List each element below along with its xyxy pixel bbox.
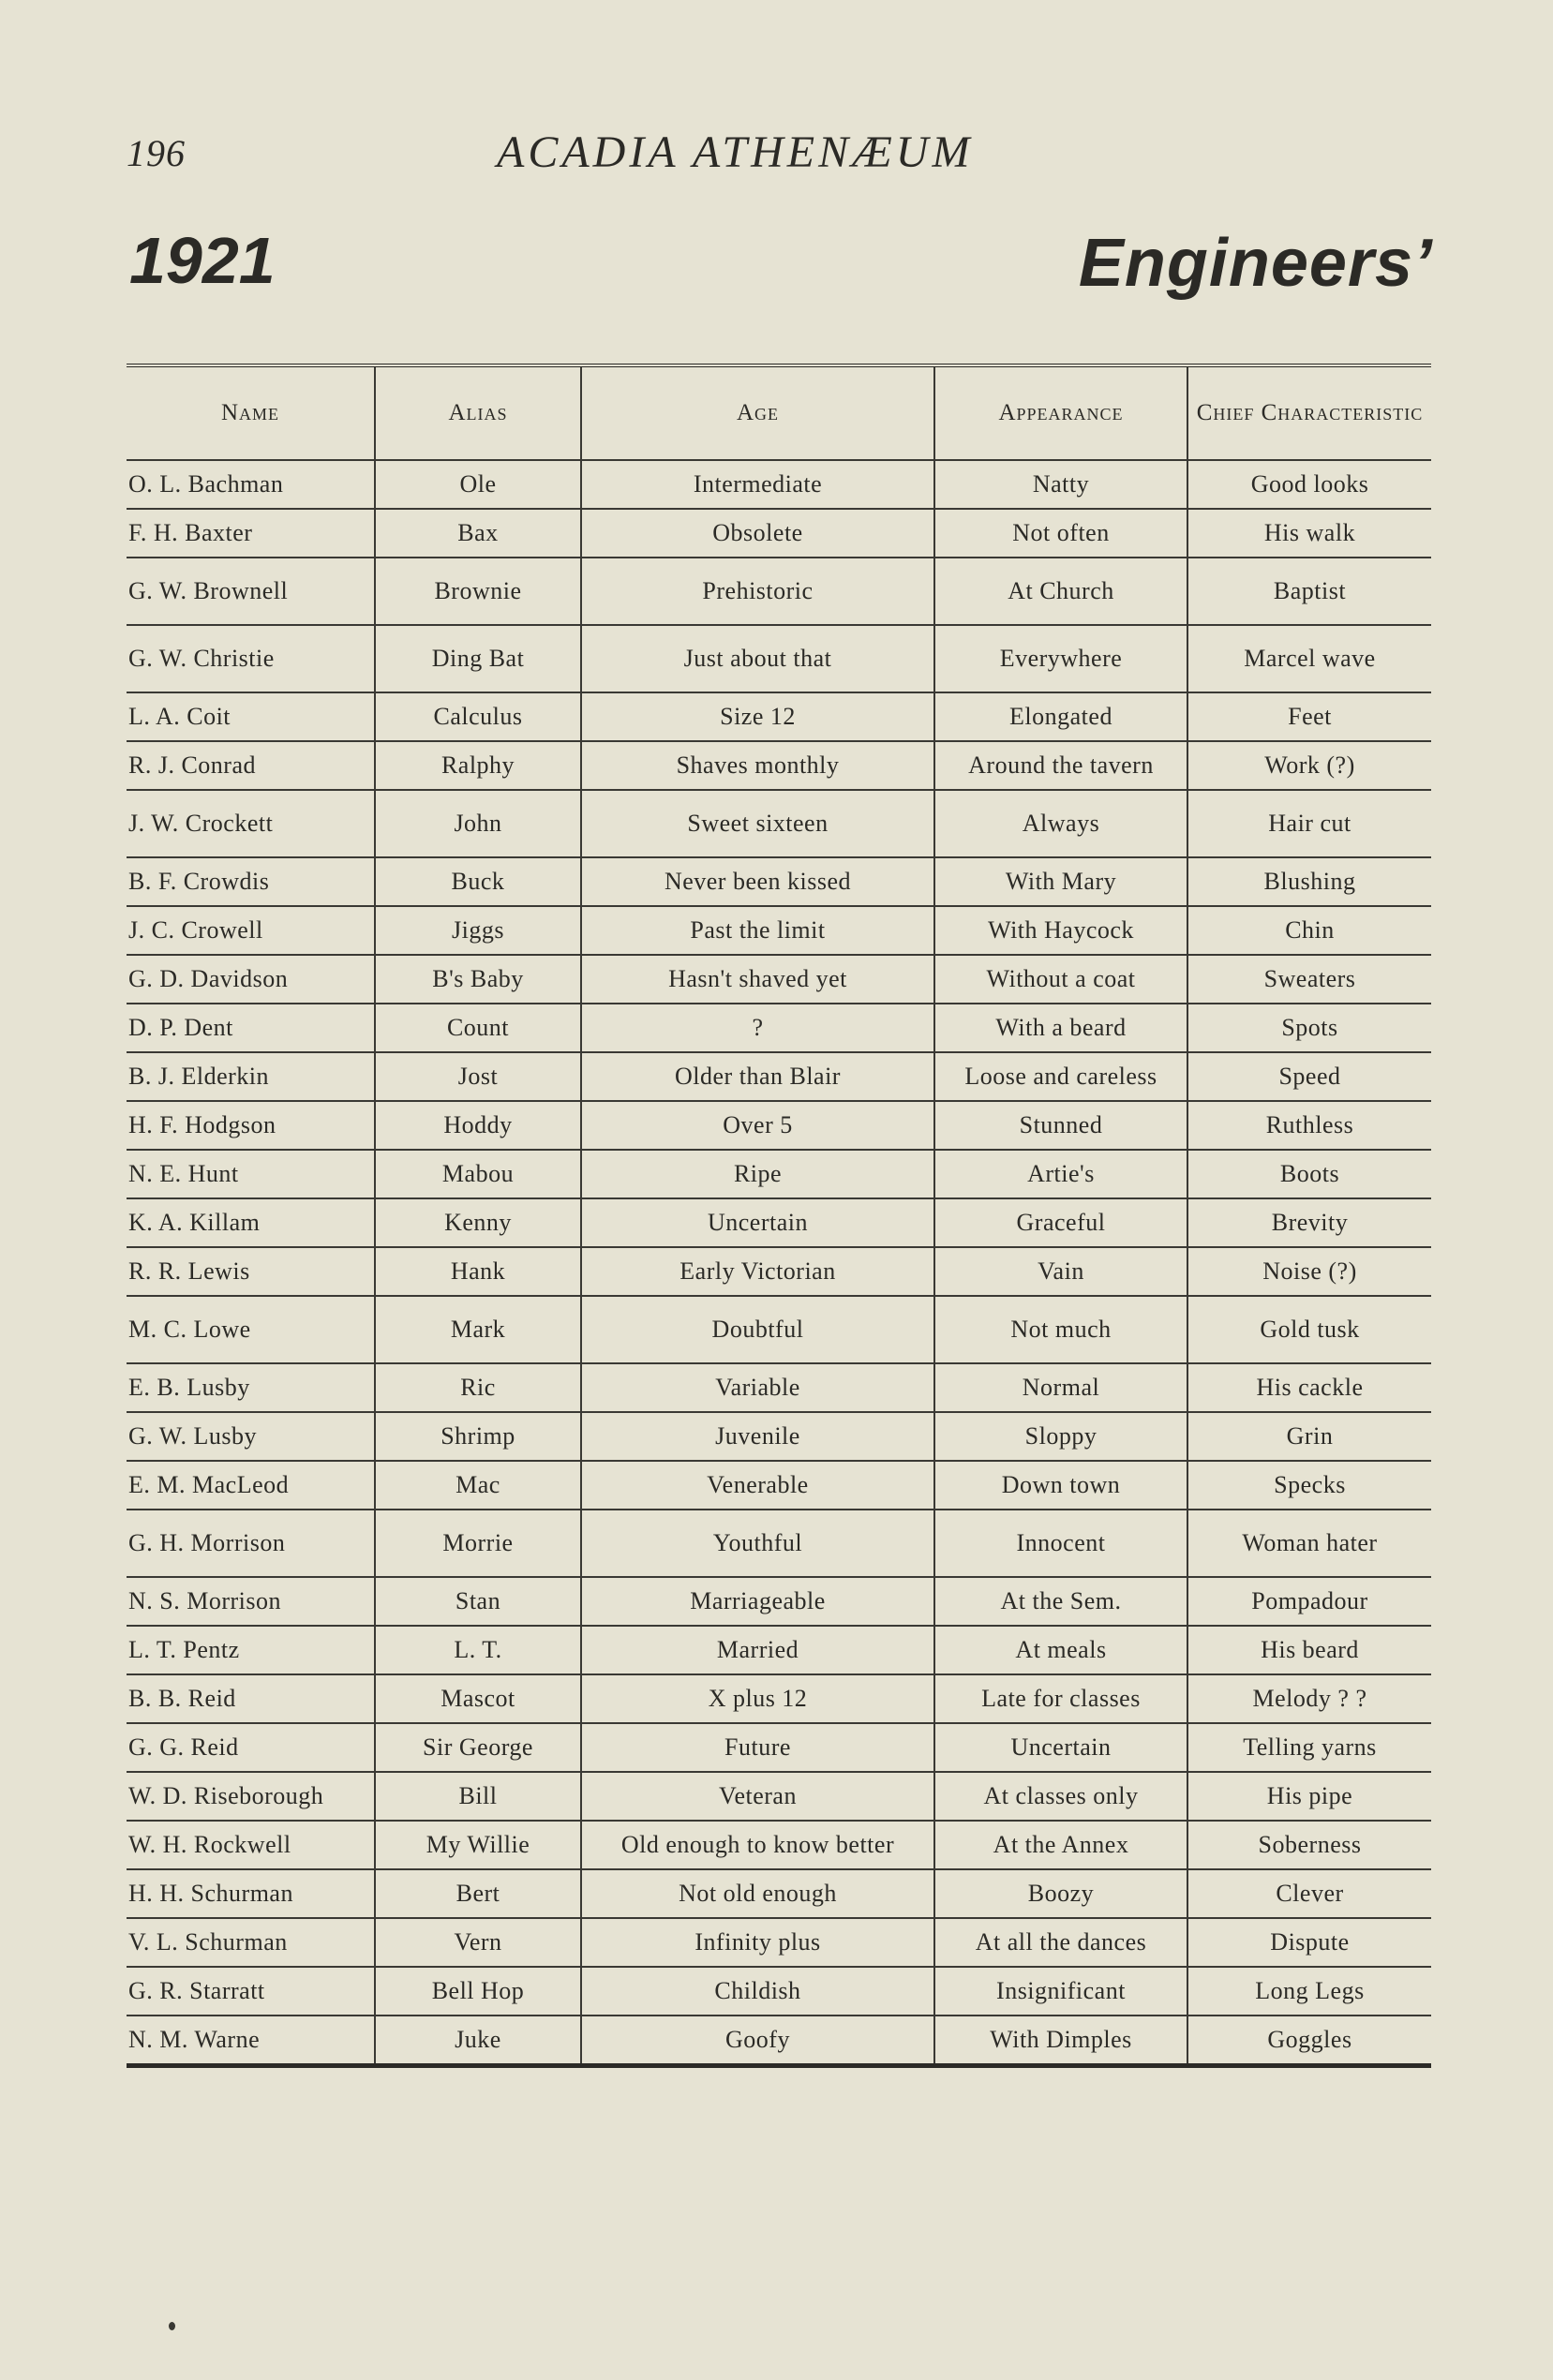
cell-age: Goofy (581, 2016, 934, 2066)
cell-alias: Bell Hop (375, 1967, 581, 2016)
cell-alias: Ralphy (375, 741, 581, 790)
table-row (127, 1674, 1431, 1723)
cell-alias: Bert (375, 1869, 581, 1918)
cell-chief-characteristic: Gold tusk (1187, 1296, 1431, 1363)
cell-appearance: Late for classes (934, 1674, 1187, 1723)
cell-appearance: Boozy (934, 1869, 1187, 1918)
cell-age: Youthful (581, 1510, 934, 1577)
cell-alias: My Willie (375, 1821, 581, 1869)
cell-name: B. B. Reid (127, 1674, 375, 1723)
cell-chief-characteristic: Long Legs (1187, 1967, 1431, 2016)
cell-alias: L. T. (375, 1626, 581, 1674)
table-row (127, 460, 1431, 509)
cell-name: V. L. Schurman (127, 1918, 375, 1967)
cell-alias: Buck (375, 857, 581, 906)
cell-name: W. D. Riseborough (127, 1772, 375, 1821)
cell-chief-characteristic: His beard (1187, 1626, 1431, 1674)
cell-name: G. R. Starratt (127, 1967, 375, 2016)
cell-appearance: Not much (934, 1296, 1187, 1363)
table-row (127, 1869, 1431, 1918)
cell-chief-characteristic: Baptist (1187, 558, 1431, 625)
cell-chief-characteristic: Feet (1187, 692, 1431, 741)
cell-alias: Calculus (375, 692, 581, 741)
cell-appearance: Around the tavern (934, 741, 1187, 790)
cell-name: R. J. Conrad (127, 741, 375, 790)
cell-appearance: Insignificant (934, 1967, 1187, 2016)
cell-name: B. J. Elderkin (127, 1052, 375, 1101)
cell-name: B. F. Crowdis (127, 857, 375, 906)
cell-alias: Ding Bat (375, 625, 581, 692)
cell-name: E. M. MacLeod (127, 1461, 375, 1510)
cell-chief-characteristic: Clever (1187, 1869, 1431, 1918)
cell-name: E. B. Lusby (127, 1363, 375, 1412)
column-header-name: Name (127, 365, 375, 460)
cell-chief-characteristic: Goggles (1187, 2016, 1431, 2066)
cell-chief-characteristic: Spots (1187, 1004, 1431, 1052)
cell-alias: Vern (375, 1918, 581, 1967)
cell-alias: Jiggs (375, 906, 581, 955)
cell-appearance: Sloppy (934, 1412, 1187, 1461)
cell-alias: Mascot (375, 1674, 581, 1723)
cell-name: O. L. Bachman (127, 460, 375, 509)
cell-chief-characteristic: Noise (?) (1187, 1247, 1431, 1296)
table-row (127, 1510, 1431, 1577)
cell-appearance: With a beard (934, 1004, 1187, 1052)
cell-age: Marriageable (581, 1577, 934, 1626)
cell-age: Doubtful (581, 1296, 934, 1363)
cell-alias: Sir George (375, 1723, 581, 1772)
column-header-appearance: Appearance (934, 365, 1187, 460)
table-row (127, 1363, 1431, 1412)
cell-age: Not old enough (581, 1869, 934, 1918)
cell-age: Veteran (581, 1772, 934, 1821)
cell-chief-characteristic: His pipe (1187, 1772, 1431, 1821)
table-row (127, 509, 1431, 558)
column-header-chief-characteristic: Chief Characteristic (1187, 365, 1431, 460)
cell-appearance: With Dimples (934, 2016, 1187, 2066)
cell-age: Uncertain (581, 1198, 934, 1247)
cell-appearance: At all the dances (934, 1918, 1187, 1967)
cell-age: Intermediate (581, 460, 934, 509)
cell-age: Variable (581, 1363, 934, 1412)
cell-name: J. W. Crockett (127, 790, 375, 857)
cell-alias: Mac (375, 1461, 581, 1510)
print-speck (169, 2322, 175, 2330)
cell-appearance: Graceful (934, 1198, 1187, 1247)
cell-alias: Hank (375, 1247, 581, 1296)
table-row (127, 1412, 1431, 1461)
table-row (127, 625, 1431, 692)
cell-name: G. G. Reid (127, 1723, 375, 1772)
cell-alias: Bill (375, 1772, 581, 1821)
cell-age: Early Victorian (581, 1247, 934, 1296)
table-row (127, 857, 1431, 906)
cell-appearance: Not often (934, 509, 1187, 558)
cell-name: R. R. Lewis (127, 1247, 375, 1296)
cell-appearance: Natty (934, 460, 1187, 509)
table-row (127, 1821, 1431, 1869)
table-row (127, 1918, 1431, 1967)
cell-alias: Mabou (375, 1150, 581, 1198)
cell-chief-characteristic: His walk (1187, 509, 1431, 558)
cell-appearance: Elongated (934, 692, 1187, 741)
cell-age: Venerable (581, 1461, 934, 1510)
cell-alias: Juke (375, 2016, 581, 2066)
cell-name: D. P. Dent (127, 1004, 375, 1052)
cell-alias: Bax (375, 509, 581, 558)
cell-chief-characteristic: Marcel wave (1187, 625, 1431, 692)
cell-chief-characteristic: His cackle (1187, 1363, 1431, 1412)
table-row (127, 1150, 1431, 1198)
cell-alias: Shrimp (375, 1412, 581, 1461)
table-row (127, 1247, 1431, 1296)
table-row (127, 558, 1431, 625)
cell-chief-characteristic: Sweaters (1187, 955, 1431, 1004)
cell-name: N. M. Warne (128, 2026, 261, 2053)
cell-chief-characteristic: Work (?) (1187, 741, 1431, 790)
cell-age: Over 5 (581, 1101, 934, 1150)
cell-age: Hasn't shaved yet (581, 955, 934, 1004)
table-row (127, 692, 1431, 741)
cell-age: Sweet sixteen (581, 790, 934, 857)
table-row (127, 906, 1431, 955)
cell-appearance: Loose and careless (934, 1052, 1187, 1101)
cell-chief-characteristic: Brevity (1187, 1198, 1431, 1247)
journal-title: ACADIA ATHENÆUM (497, 127, 974, 177)
table-row (127, 2016, 1431, 2066)
cell-age: Never been kissed (581, 857, 934, 906)
cell-age: Old enough to know better (581, 1821, 934, 1869)
cell-appearance: At meals (934, 1626, 1187, 1674)
cell-name: N. E. Hunt (127, 1150, 375, 1198)
cell-age: Ripe (581, 1150, 934, 1198)
cell-age: X plus 12 (581, 1674, 934, 1723)
table-row (127, 1052, 1431, 1101)
cell-chief-characteristic: Hair cut (1187, 790, 1431, 857)
cell-name: J. C. Crowell (127, 906, 375, 955)
cell-alias: Hoddy (375, 1101, 581, 1150)
column-header-alias: Alias (375, 365, 581, 460)
cell-appearance: Normal (934, 1363, 1187, 1412)
cell-age: Future (581, 1723, 934, 1772)
cell-name: N. S. Morrison (127, 1577, 375, 1626)
table-row (127, 1198, 1431, 1247)
cell-name: F. H. Baxter (127, 509, 375, 558)
cell-chief-characteristic: Pompadour (1187, 1577, 1431, 1626)
table-row (127, 955, 1431, 1004)
cell-chief-characteristic: Specks (1187, 1461, 1431, 1510)
cell-chief-characteristic: Dispute (1187, 1918, 1431, 1967)
cell-alias: Mark (375, 1296, 581, 1363)
cell-alias: B's Baby (375, 955, 581, 1004)
cell-appearance: At Church (934, 558, 1187, 625)
cell-appearance: Stunned (934, 1101, 1187, 1150)
cell-name: H. F. Hodgson (127, 1101, 375, 1150)
table-row (127, 1461, 1431, 1510)
table-row (127, 1101, 1431, 1150)
cell-name: M. C. Lowe (127, 1296, 375, 1363)
cell-chief-characteristic: Boots (1187, 1150, 1431, 1198)
cell-name: G. H. Morrison (127, 1510, 375, 1577)
cell-age: Married (581, 1626, 934, 1674)
table-row (127, 741, 1431, 790)
cell-appearance: Uncertain (934, 1723, 1187, 1772)
cell-chief-characteristic: Soberness (1187, 1821, 1431, 1869)
cell-appearance: At the Annex (934, 1821, 1187, 1869)
cell-name: W. H. Rockwell (127, 1821, 375, 1869)
cell-age: Prehistoric (581, 558, 934, 625)
cell-appearance: Always (934, 790, 1187, 857)
cell-alias: Brownie (375, 558, 581, 625)
cell-chief-characteristic: Speed (1187, 1052, 1431, 1101)
table-row (127, 1626, 1431, 1674)
cell-chief-characteristic: Blushing (1187, 857, 1431, 906)
cell-appearance: Artie's (934, 1150, 1187, 1198)
cell-age: Shaves monthly (581, 741, 934, 790)
cell-name: H. H. Schurman (127, 1869, 375, 1918)
cell-name: K. A. Killam (127, 1198, 375, 1247)
cell-alias: Ric (375, 1363, 581, 1412)
cell-appearance: With Mary (934, 857, 1187, 906)
cell-age: Past the limit (581, 906, 934, 955)
cell-appearance: Without a coat (934, 955, 1187, 1004)
cell-appearance: Everywhere (934, 625, 1187, 692)
table-row (127, 1296, 1431, 1363)
cell-appearance: Innocent (934, 1510, 1187, 1577)
cell-alias: Ole (375, 460, 581, 509)
table-row (127, 1772, 1431, 1821)
cell-alias: Jost (375, 1052, 581, 1101)
engineers-roster-table (127, 364, 1431, 2068)
cell-appearance: Down town (934, 1461, 1187, 1510)
cell-alias: Kenny (375, 1198, 581, 1247)
cell-name: L. A. Coit (127, 692, 375, 741)
cell-age: Just about that (581, 625, 934, 692)
cell-age: Older than Blair (581, 1052, 934, 1101)
cell-alias: Count (375, 1004, 581, 1052)
cell-name: G. W. Brownell (127, 558, 375, 625)
cell-age: Obsolete (581, 509, 934, 558)
cell-name: G. W. Lusby (127, 1412, 375, 1461)
section-title: Engineers’ (1078, 226, 1433, 301)
table-body (127, 460, 1431, 2066)
cell-appearance: At the Sem. (934, 1577, 1187, 1626)
cell-chief-characteristic: Telling yarns (1187, 1723, 1431, 1772)
cell-alias: John (375, 790, 581, 857)
cell-chief-characteristic: Ruthless (1187, 1101, 1431, 1150)
column-header-age: Age (581, 365, 934, 460)
cell-appearance: Vain (934, 1247, 1187, 1296)
table-row (127, 1004, 1431, 1052)
cell-name: G. D. Davidson (127, 955, 375, 1004)
cell-chief-characteristic: Chin (1187, 906, 1431, 955)
cell-alias: Stan (375, 1577, 581, 1626)
table-header-row (127, 365, 1431, 460)
cell-alias: Morrie (375, 1510, 581, 1577)
class-year: 1921 (129, 224, 276, 297)
cell-appearance: At classes only (934, 1772, 1187, 1821)
cell-chief-characteristic: Woman hater (1187, 1510, 1431, 1577)
cell-age: Childish (581, 1967, 934, 2016)
cell-chief-characteristic: Grin (1187, 1412, 1431, 1461)
cell-name: L. T. Pentz (127, 1626, 375, 1674)
cell-age: Infinity plus (581, 1918, 934, 1967)
cell-chief-characteristic: Melody ? ? (1187, 1674, 1431, 1723)
page-number: 196 (127, 132, 186, 174)
cell-appearance: With Haycock (934, 906, 1187, 955)
table-row (127, 790, 1431, 857)
cell-age: Juvenile (581, 1412, 934, 1461)
cell-age: ? (581, 1004, 934, 1052)
table-row (127, 1577, 1431, 1626)
table-row (127, 1967, 1431, 2016)
cell-name: G. W. Christie (127, 625, 375, 692)
cell-chief-characteristic: Good looks (1187, 460, 1431, 509)
cell-age: Size 12 (581, 692, 934, 741)
table-row (127, 1723, 1431, 1772)
